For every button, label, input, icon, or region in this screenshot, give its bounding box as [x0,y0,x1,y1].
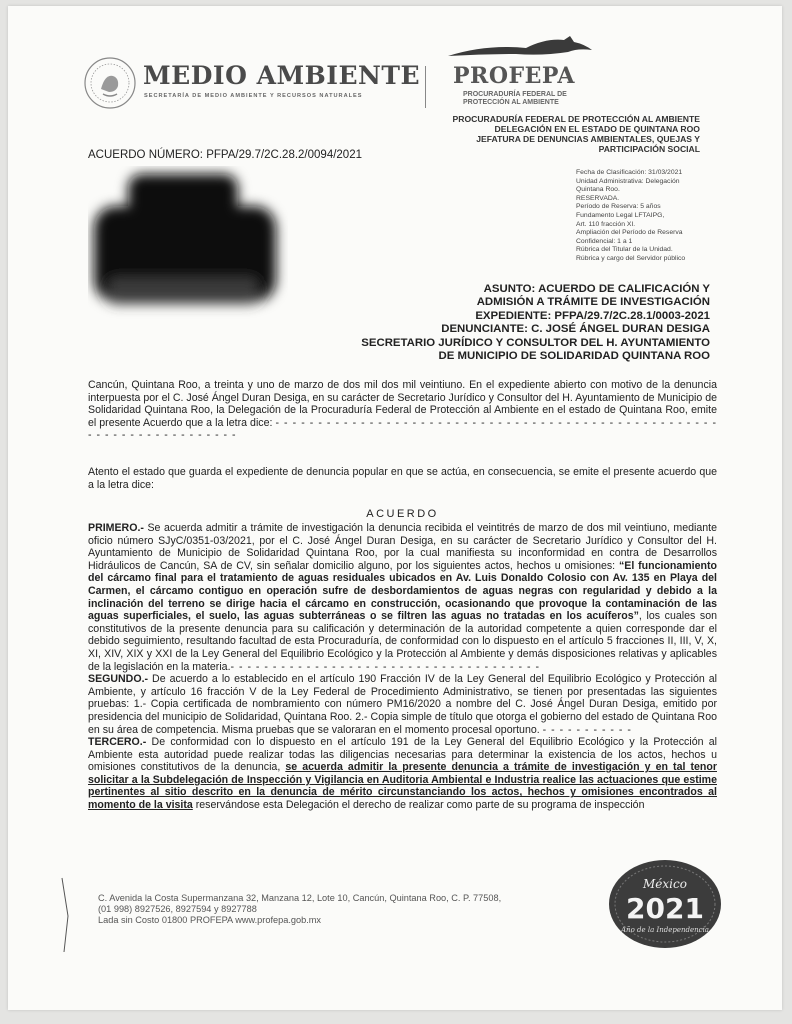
classification-line: Período de Reserva: 5 años [576,203,661,211]
acuerdo-number: ACUERDO NÚMERO: PFPA/29.7/2C.28.2/0094/2021 [88,149,362,161]
tercero-label: TERCERO.- [88,736,147,749]
footer-address: C. Avenida la Costa Supermanzana 32, Manzana 12, Lote 10, Cancún, Quintana Roo, C. P. 77508, [98,893,502,903]
intro-text: Cancún, Quintana Roo, a treinta y uno de marzo de dos mil dos mil veintiuno. En el expediente abierto con motivo de la denuncia interpuesta por el C. José Ángel Duran Desiga, en su carácter de Secretario Jurídico y Consultor del H. Ayuntamiento de Municipio de Solidaridad Quintana Roo, la Delegación de la Procuraduría Federal de Protección al Ambiente en el estado de Quintana Roo, emite el presente Acuerdo que a la letra dice: [88,379,717,429]
institution-line: DELEGACIÓN EN EL ESTADO DE QUINTANA ROO [494,124,700,134]
classification-line: Art. 110 fracción XI. [576,220,636,228]
asunto-line: DE MUNICIPIO DE SOLIDARIDAD QUINTANA ROO [438,350,710,363]
asunto-line: DENUNCIANTE: C. JOSÉ ÁNGEL DURAN DESIGA [441,323,710,336]
redacted-blur-area [88,166,288,328]
primero-text-a: Se acuerda admitir a trámite de investigación la denuncia recibida el veintitrés de marzo de dos mil veintiuno, mediante oficio número SJyC/0351-03/2021, por el C. José Ángel Duran Desiga, en su carácter de Secretario Jurídico y Consultor del H. Ayuntamiento de Municipio de Solidaridad Quintana Roo, por la cual manifiesta su inconformidad en contra de Desarrollos Hidráulicos de Cancún, SA de CV, sin señalar domicilio alguno, por los siguientes actos, hechos u omisiones: [88,522,717,572]
signature-mark [58,876,88,956]
asunto-line: SECRETARIO JURÍDICO Y CONSULTOR DEL H. AYUNTAMIENTO [361,336,710,349]
coat-of-arms-seal-icon [83,56,137,110]
classification-line: Ampliación del Período de Reserva [576,229,683,237]
asunto-line: ADMISIÓN A TRÁMITE DE INVESTIGACIÓN [476,296,710,309]
footer-block [98,893,618,926]
document-page [8,6,782,1010]
segundo-dashes: - - - - - - - - - - - [542,723,632,736]
primero-text-b: , los cuales son constitutivos de la presente denuncia para su calificación y determinación de la autoridad competente a quien corresponde dar el debido seguimiento, resultando facultad de esta Procuraduría, de conformidad con lo dispuesto en el artículo 5 fracciones II, III, V, X, XI, XIV, XIX y XXI de la Ley General del Equilibrio Ecológico y la Protección al Ambiente y demás disposiciones relativas y aplicables de la legislación en la materia. [88,610,717,673]
header-divider [425,66,426,108]
stamp-year: 2021 [626,892,704,925]
asunto-block [290,283,710,363]
classification-line: Rúbrica y cargo del Servidor público [576,254,686,262]
institution-line: PROCURADURÍA FEDERAL DE PROTECCIÓN AL AMBIENTE [452,114,700,124]
classification-line: Rúbrica del Titular de la Unidad. [576,246,673,254]
tercero-underlined: se acuerda admitir la presente denuncia a trámite de investigación y en tal tenor solicitar a la Subdelegación de Inspección y Vigilancia en Auditoria Ambiental e Industria realice las actuaciones que estime pertinentes al sitio descrito en la denuncia de mérito circunstanciando los actos, hechos y omisiones encontrados al momento de la visita [88,761,717,812]
primero-quote: “El funcionamiento del cárcamo final para el tratamiento de aguas residuales ubicados en Av. Luis Donaldo Colosio con Av. 135 en Playa del Carmen, el cárcamo contiguo en operación sufre de desbordamientos de aguas negras con regularidad y debido a la inclinación del terreno se dirige hacia el cárcamo en construcción, ocasionando que provoque la contaminación de las aguas superficiales, el suelo, las aguas subterráneas o se filtren las aguas no tratadas en los acuíferos” [88,559,717,623]
classification-line: Quintana Roo. [576,186,620,194]
primero-paragraph [88,522,717,673]
stamp-bottom-text: Año de la Independencia [621,926,709,934]
primero-dashes: - - - - - - - - - - - - - - - - - - - - - - - - - - - - - - - - - - - - - [230,660,541,673]
profepa-eagle-logo-icon [446,34,596,62]
classification-line: Unidad Administrativa: Delegación [576,177,680,185]
asunto-line: ASUNTO: ACUERDO DE CALIFICACIÓN Y [483,283,710,295]
segundo-text: De acuerdo a lo establecido en el artículo 190 Fracción IV de la Ley General del Equilibrio Ecológico y Protección al Ambiente, y artículo 16 fracción V de la Ley Federal de Procedimiento Administrativo, se tienen por presentadas las siguientes pruebas: 1.- Copia certificada de nombramiento con número PM16/2020 a nombre del C. José Ángel Duran Desiga, emitido por presidencia del municipio de Solidaridad, Quintana Roo. 2.- Copia simple de título que otorga el gobierno del estado de Quintana Roo en su área de competencia. Misma pruebas que se valoraran en el momento procesal oportuno. [88,673,717,736]
segundo-label: SEGUNDO.- [88,673,149,686]
semarnat-subtitle: SECRETARÍA DE MEDIO AMBIENTE Y RECURSOS NATURALES [144,93,363,99]
classification-line: Confidencial: 1 a 1 [576,237,633,245]
institution-line: JEFATURA DE DENUNCIAS AMBIENTALES, QUEJAS Y [476,134,700,144]
classification-block [576,169,736,264]
resolutions-body [88,522,717,812]
tercero-paragraph [88,736,717,812]
atento-paragraph: Atento el estado que guarda el expediente de denuncia popular en que se actúa, en consecuencia, se emite el presente acuerdo que a la letra dice: [88,466,717,491]
footer-phones: (01 998) 8927526, 8927594 y 8927788 [98,904,257,914]
segundo-paragraph [88,673,717,736]
classification-line: RESERVADA. [576,194,620,202]
asunto-line: EXPEDIENTE: PFPA/29.7/2C.28.1/0003-2021 [475,309,710,322]
institution-block [370,114,700,154]
profepa-subtitle: PROCURADURÍA FEDERAL DE PROTECCIÓN AL AMBIENTE [463,91,567,106]
tercero-text-a: De conformidad con lo dispuesto en el artículo 191 de la Ley General del Equilibrio Ecológico y la Protección al Ambiente esta autoridad puede realizar todas las diligencias necesarias para determinar la existencia de los actos, hechos u omisiones constitutivos de la denuncia, [88,736,717,774]
independence-2021-stamp [606,856,724,950]
classification-line: Fundamento Legal LFTAIPG, [576,211,665,219]
institution-line: PARTICIPACIÓN SOCIAL [598,144,700,154]
intro-dashes: - - - - - - - - - - - - - - - - - - - - - - - - - - - - - - - - - - - - - - - - - - - - - - - - - - - - - - - - - - - - - - - - - - - - - - [88,416,717,442]
profepa-title: PROFEPA [453,63,575,89]
stamp-top-text: México [643,877,687,891]
medio-ambiente-title: MEDIO AMBIENTE [143,61,421,90]
classification-line: Fecha de Clasificación: 31/03/2021 [576,169,683,176]
primero-label: PRIMERO.- [88,522,144,534]
intro-paragraph [88,379,717,442]
acuerdo-heading: ACUERDO [366,508,439,520]
tercero-text-b: reservándose esta Delegación el derecho de realizar como parte de su programa de inspección [192,799,645,812]
footer-web: Lada sin Costo 01800 PROFEPA www.profepa.gob.mx [98,915,322,925]
